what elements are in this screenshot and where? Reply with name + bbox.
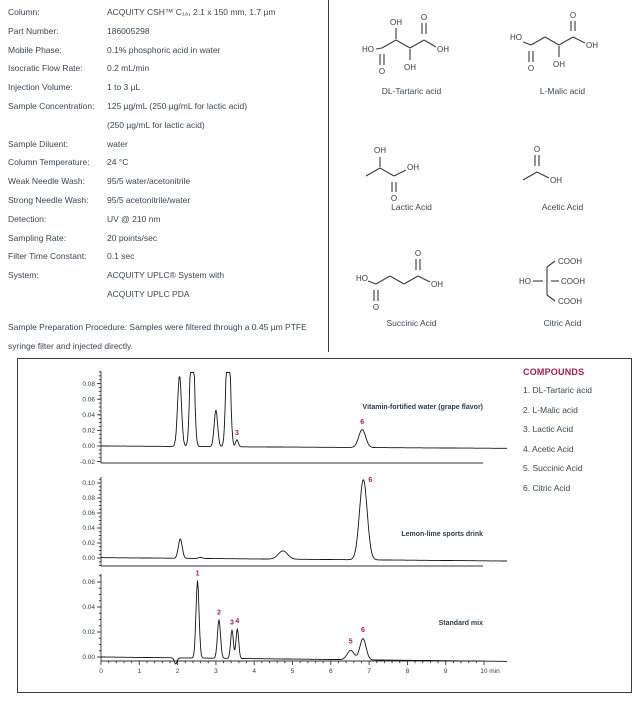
condition-label xyxy=(8,285,107,304)
condition-row xyxy=(8,191,328,210)
y-tick-label: 0.02 xyxy=(82,629,95,637)
peak-label-3: 3 xyxy=(235,429,239,437)
compounds-legend xyxy=(523,367,592,498)
chromatogram-trace xyxy=(101,480,507,561)
atom-label: HO xyxy=(518,277,531,286)
condition-row xyxy=(8,22,328,41)
condition-value: 125 µg/mL (250 µg/mL for lactic acid) xyxy=(107,100,248,111)
condition-row xyxy=(8,247,328,266)
y-tick-label: -0.02 xyxy=(80,458,95,466)
x-tick-label: 7 xyxy=(367,668,371,675)
structure-acetic-acid xyxy=(487,120,638,236)
atom-label: O xyxy=(372,303,379,312)
condition-label: Column: xyxy=(8,7,40,17)
structure-caption: Citric Acid xyxy=(543,318,582,328)
x-tick-label: 8 xyxy=(405,668,410,675)
condition-label: Sample Concentration: xyxy=(8,100,95,111)
compound-item: 2. L-Malic acid xyxy=(523,404,578,415)
sample-title: Vitamin-fortified water (grape flavor) xyxy=(362,404,483,411)
condition-value: UV @ 210 nm xyxy=(107,213,161,224)
sample-title: Standard mix xyxy=(438,620,483,627)
y-tick-label: 0.04 xyxy=(82,525,95,533)
condition-label: System: xyxy=(8,270,39,281)
succinic-acid-drawing xyxy=(352,240,472,320)
condition-value: 95/5 acetonitrile/water xyxy=(107,194,191,205)
condition-value: 1 to 3 µL xyxy=(107,82,141,93)
compounds-list xyxy=(523,381,592,498)
condition-row xyxy=(8,59,328,78)
sample-preparation-note: Sample Preparation Procedure: Samples were filtered through a 0.45 µm PTFE syringe filter and injected directly. xyxy=(8,321,307,351)
condition-label: Sample Diluent: xyxy=(8,138,69,149)
chromatogram-figure xyxy=(17,358,632,693)
compound-item: 4. Acetic Acid xyxy=(523,443,574,454)
atom-label: OH xyxy=(406,163,419,172)
atom-label: O xyxy=(378,67,385,76)
condition-row xyxy=(8,285,328,304)
x-tick-label: 3 xyxy=(214,668,218,675)
atom-label: COOH xyxy=(557,257,582,266)
condition-value: 24 °C xyxy=(107,157,129,168)
structures-grid xyxy=(336,4,638,352)
condition-value: ACQUITY CSH™ C₁₈, 2.1 x 150 mm, 1.7 µm xyxy=(107,7,276,17)
compounds-heading: COMPOUNDS xyxy=(523,367,585,377)
condition-value: ACQUITY UPLC® System with xyxy=(107,270,225,281)
condition-row xyxy=(8,153,328,172)
x-tick-label: 2 xyxy=(175,668,180,675)
compound-item: 1. DL-Tartaric acid xyxy=(523,385,592,395)
y-tick-label: 0.06 xyxy=(82,396,95,404)
peak-label-6: 6 xyxy=(368,476,373,484)
citric-acid-drawing xyxy=(503,240,623,320)
atom-label: O xyxy=(569,11,576,20)
dl-tartaric-acid-drawing xyxy=(352,8,472,88)
structure-caption: L-Malic acid xyxy=(539,86,586,96)
y-tick-label: 0.00 xyxy=(82,654,95,662)
condition-row xyxy=(8,266,328,285)
condition-label: Mobile Phase: xyxy=(8,44,62,55)
condition-label: Isocratic Flow Rate: xyxy=(8,63,83,74)
condition-label: Part Number: xyxy=(8,25,59,36)
condition-value: 186005298 xyxy=(107,25,150,36)
structure-caption: Lactic Acid xyxy=(391,202,432,212)
condition-value: 0.1% phosphoric acid in water xyxy=(107,44,221,55)
y-tick-label: 0.06 xyxy=(82,510,95,518)
atom-label: OH xyxy=(403,63,416,72)
x-tick-label: 1 xyxy=(137,668,142,675)
condition-label: Filter Time Constant: xyxy=(8,251,87,262)
condition-row xyxy=(8,135,328,154)
condition-row xyxy=(8,3,328,22)
structure-caption: DL-Tartaric acid xyxy=(381,86,442,96)
compound-item: 3. Lactic Acid xyxy=(523,424,574,434)
atom-label: OH xyxy=(552,60,565,69)
structure-caption: Acetic Acid xyxy=(541,202,584,212)
condition-label: Sampling Rate: xyxy=(8,232,67,243)
compound-item: 5. Succinic Acid xyxy=(523,463,583,473)
peak-label-6: 6 xyxy=(360,419,365,427)
x-tick-label: 10 min xyxy=(480,668,500,675)
atom-label: OH xyxy=(373,146,386,155)
condition-row xyxy=(8,210,328,229)
x-tick-label: 4 xyxy=(252,668,257,675)
peak-label-6: 6 xyxy=(361,626,365,634)
x-tick-label: 0 xyxy=(99,668,103,675)
condition-label: Injection Volume: xyxy=(8,82,73,93)
condition-value: 0.1 sec xyxy=(107,251,135,262)
condition-label: Column Temperature: xyxy=(8,157,90,168)
y-tick-label: 0.06 xyxy=(82,579,95,587)
atom-label: HO xyxy=(509,33,522,42)
atom-label: HO xyxy=(361,45,374,54)
peak-label-1: 1 xyxy=(195,570,200,578)
acetic-acid-drawing xyxy=(503,124,623,204)
x-tick-label: 5 xyxy=(290,668,295,675)
atom-label: O xyxy=(420,13,427,22)
atom-label: OH xyxy=(549,176,562,185)
atom-label: O xyxy=(390,194,397,203)
y-tick-label: 0.10 xyxy=(82,480,95,488)
condition-value: ACQUITY UPLC PDA xyxy=(107,288,190,299)
structure-citric-acid xyxy=(487,236,638,352)
atom-label: O xyxy=(414,249,421,258)
condition-value: 95/5 water/acetonitrile xyxy=(107,176,191,187)
condition-row xyxy=(8,41,328,60)
atom-label: COOH xyxy=(560,277,585,286)
structure-succinic-acid xyxy=(336,236,487,352)
structure-lactic-acid xyxy=(336,120,487,236)
condition-value: (250 µg/mL for lactic acid) xyxy=(107,119,205,130)
conditions-table xyxy=(8,3,328,304)
condition-value: water xyxy=(107,138,128,149)
condition-value: 0.2 mL/min xyxy=(107,63,150,74)
atom-label: COOH xyxy=(557,297,582,306)
y-tick-label: 0.02 xyxy=(82,540,95,548)
atom-label: OH xyxy=(430,280,443,289)
chromatogram-panel-3 xyxy=(18,568,628,687)
peak-label-3: 3 xyxy=(230,619,234,627)
peak-label-2: 2 xyxy=(217,609,221,617)
condition-label xyxy=(8,116,107,135)
condition-value: 20 points/sec xyxy=(107,232,158,243)
compound-item: 6. Citric Acid xyxy=(523,482,571,493)
condition-label: Weak Needle Wash: xyxy=(8,176,86,187)
atom-label: O xyxy=(527,64,534,73)
y-tick-label: 0.08 xyxy=(82,380,95,388)
y-tick-label: 0.02 xyxy=(82,427,95,435)
atom-label: OH xyxy=(436,45,449,54)
structure-l-malic-acid xyxy=(487,4,638,120)
peak-label-5: 5 xyxy=(348,638,353,646)
atom-label: HO xyxy=(355,274,368,283)
condition-row xyxy=(8,229,328,248)
y-tick-label: 0.00 xyxy=(82,443,95,451)
x-tick-label: 6 xyxy=(328,668,333,675)
lactic-acid-drawing xyxy=(352,124,472,204)
condition-label: Detection: xyxy=(8,213,47,224)
atom-label: OH xyxy=(389,18,402,27)
y-tick-label: 0.04 xyxy=(82,412,95,419)
condition-label: Strong Needle Wash: xyxy=(8,194,89,205)
structure-caption: Succinic Acid xyxy=(386,318,437,328)
condition-row xyxy=(8,116,328,135)
atom-label: O xyxy=(533,145,540,154)
x-tick-label: 9 xyxy=(443,668,448,675)
condition-row xyxy=(8,78,328,97)
vertical-divider xyxy=(328,0,329,352)
atom-label: OH xyxy=(585,41,598,50)
y-tick-label: 0.04 xyxy=(82,604,95,612)
condition-row xyxy=(8,97,328,116)
y-tick-label: 0.00 xyxy=(82,555,95,563)
l-malic-acid-drawing xyxy=(503,8,623,88)
sample-title: Lemon-lime sports drink xyxy=(401,531,483,538)
peak-label-4: 4 xyxy=(235,618,240,625)
condition-row xyxy=(8,172,328,191)
structure-dl-tartaric-acid xyxy=(336,4,487,120)
y-tick-label: 0.08 xyxy=(82,495,95,503)
